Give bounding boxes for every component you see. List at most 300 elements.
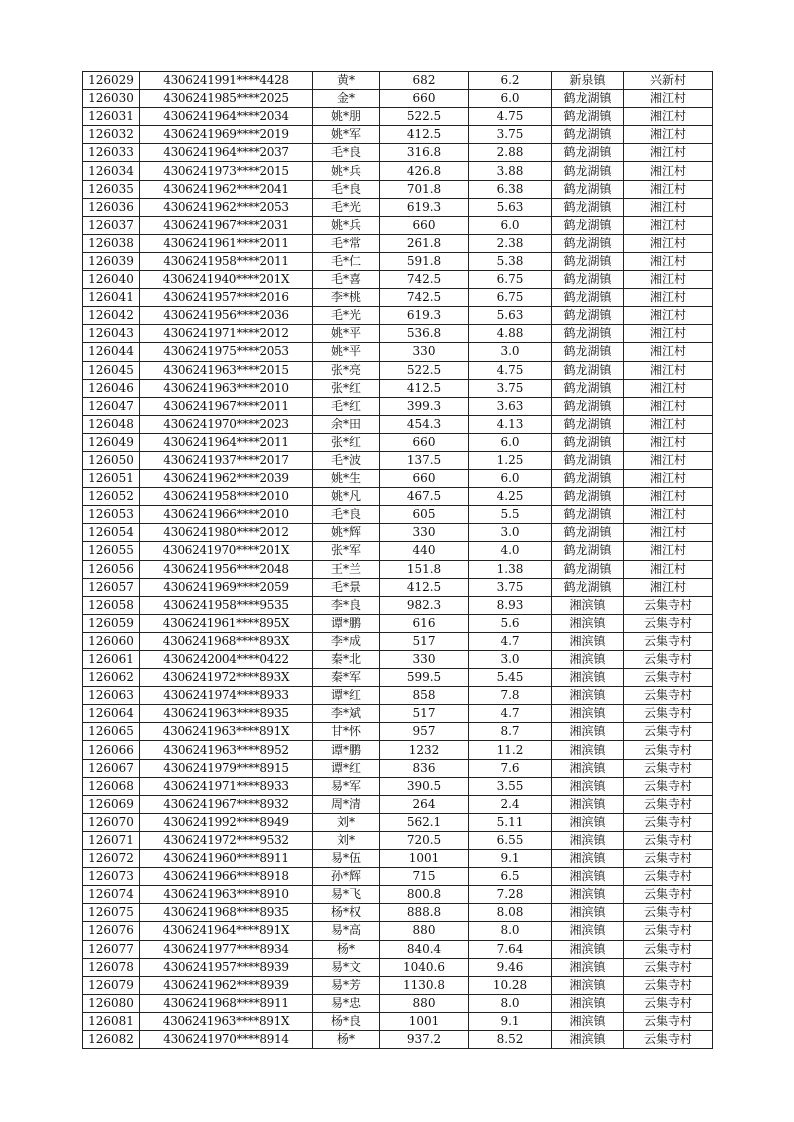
cell-town: 湘滨镇 <box>552 976 624 994</box>
cell-village: 湘江村 <box>624 90 713 108</box>
cell-row-number: 126075 <box>83 904 140 922</box>
cell-amount: 982.3 <box>380 596 469 614</box>
cell-row-number: 126067 <box>83 759 140 777</box>
cell-amount: 880 <box>380 994 469 1012</box>
table-row <box>83 488 713 506</box>
cell-id-number: 4306241957****8939 <box>140 958 313 976</box>
cell-row-number: 126065 <box>83 723 140 741</box>
cell-name: 李*桃 <box>313 289 380 307</box>
cell-village: 云集寺村 <box>624 976 713 994</box>
cell-id-number: 4306241963****891X <box>140 723 313 741</box>
cell-quantity: 4.13 <box>469 415 552 433</box>
table-body <box>83 72 713 1049</box>
cell-village: 湘江村 <box>624 198 713 216</box>
cell-quantity: 2.4 <box>469 795 552 813</box>
cell-id-number: 4306241964****2034 <box>140 108 313 126</box>
cell-name: 姚*辉 <box>313 524 380 542</box>
cell-row-number: 126080 <box>83 994 140 1012</box>
cell-name: 刘* <box>313 813 380 831</box>
cell-row-number: 126076 <box>83 922 140 940</box>
cell-id-number: 4306241967****2011 <box>140 397 313 415</box>
table-row <box>83 506 713 524</box>
cell-amount: 888.8 <box>380 904 469 922</box>
cell-row-number: 126068 <box>83 777 140 795</box>
cell-name: 易*文 <box>313 958 380 976</box>
cell-id-number: 4306241963****2010 <box>140 379 313 397</box>
cell-quantity: 5.63 <box>469 198 552 216</box>
table-row <box>83 831 713 849</box>
cell-amount: 720.5 <box>380 831 469 849</box>
cell-quantity: 3.0 <box>469 651 552 669</box>
cell-name: 毛*红 <box>313 397 380 415</box>
cell-amount: 467.5 <box>380 488 469 506</box>
cell-id-number: 4306241967****2031 <box>140 216 313 234</box>
cell-quantity: 5.11 <box>469 813 552 831</box>
cell-amount: 412.5 <box>380 126 469 144</box>
cell-town: 鹤龙湖镇 <box>552 397 624 415</box>
cell-amount: 1001 <box>380 1012 469 1030</box>
cell-name: 毛*仁 <box>313 252 380 270</box>
cell-amount: 517 <box>380 705 469 723</box>
cell-name: 姚*平 <box>313 325 380 343</box>
cell-village: 云集寺村 <box>624 723 713 741</box>
cell-name: 姚*兵 <box>313 216 380 234</box>
table-row <box>83 958 713 976</box>
cell-village: 云集寺村 <box>624 813 713 831</box>
cell-name: 张*军 <box>313 542 380 560</box>
cell-village: 云集寺村 <box>624 831 713 849</box>
cell-amount: 517 <box>380 632 469 650</box>
cell-id-number: 4306241963****2015 <box>140 361 313 379</box>
cell-quantity: 3.63 <box>469 397 552 415</box>
cell-id-number: 4306241977****8934 <box>140 940 313 958</box>
cell-town: 湘滨镇 <box>552 705 624 723</box>
cell-village: 湘江村 <box>624 343 713 361</box>
cell-village: 云集寺村 <box>624 940 713 958</box>
table-row <box>83 777 713 795</box>
cell-row-number: 126060 <box>83 632 140 650</box>
cell-name: 姚*生 <box>313 470 380 488</box>
cell-town: 湘滨镇 <box>552 994 624 1012</box>
table-row <box>83 451 713 469</box>
cell-town: 鹤龙湖镇 <box>552 108 624 126</box>
cell-quantity: 5.38 <box>469 252 552 270</box>
cell-quantity: 3.88 <box>469 162 552 180</box>
cell-village: 湘江村 <box>624 379 713 397</box>
cell-quantity: 3.75 <box>469 578 552 596</box>
cell-row-number: 126043 <box>83 325 140 343</box>
cell-town: 湘滨镇 <box>552 940 624 958</box>
cell-village: 湘江村 <box>624 578 713 596</box>
table-row <box>83 705 713 723</box>
cell-town: 湘滨镇 <box>552 632 624 650</box>
cell-name: 余*田 <box>313 415 380 433</box>
cell-village: 云集寺村 <box>624 651 713 669</box>
cell-name: 毛*波 <box>313 451 380 469</box>
cell-quantity: 8.0 <box>469 922 552 940</box>
cell-amount: 605 <box>380 506 469 524</box>
cell-row-number: 126055 <box>83 542 140 560</box>
cell-id-number: 4306241968****893X <box>140 632 313 650</box>
cell-town: 鹤龙湖镇 <box>552 578 624 596</box>
cell-id-number: 4306241985****2025 <box>140 90 313 108</box>
cell-name: 谭*红 <box>313 759 380 777</box>
cell-amount: 619.3 <box>380 198 469 216</box>
cell-village: 云集寺村 <box>624 868 713 886</box>
cell-town: 鹤龙湖镇 <box>552 144 624 162</box>
cell-row-number: 126044 <box>83 343 140 361</box>
cell-row-number: 126081 <box>83 1012 140 1030</box>
cell-id-number: 4306241964****891X <box>140 922 313 940</box>
cell-amount: 1130.8 <box>380 976 469 994</box>
cell-row-number: 126072 <box>83 850 140 868</box>
cell-id-number: 4306241958****2011 <box>140 252 313 270</box>
table-row <box>83 144 713 162</box>
cell-quantity: 4.7 <box>469 632 552 650</box>
cell-id-number: 4306241975****2053 <box>140 343 313 361</box>
cell-id-number: 4306242004****0422 <box>140 651 313 669</box>
cell-name: 易*芳 <box>313 976 380 994</box>
table-row <box>83 379 713 397</box>
cell-town: 湘滨镇 <box>552 904 624 922</box>
cell-name: 孙*辉 <box>313 868 380 886</box>
table-row <box>83 126 713 144</box>
cell-row-number: 126079 <box>83 976 140 994</box>
cell-row-number: 126054 <box>83 524 140 542</box>
cell-row-number: 126051 <box>83 470 140 488</box>
cell-village: 云集寺村 <box>624 759 713 777</box>
cell-village: 湘江村 <box>624 361 713 379</box>
cell-id-number: 4306241967****8932 <box>140 795 313 813</box>
cell-row-number: 126046 <box>83 379 140 397</box>
cell-id-number: 4306241980****2012 <box>140 524 313 542</box>
cell-id-number: 4306241963****8935 <box>140 705 313 723</box>
cell-town: 湘滨镇 <box>552 1030 624 1048</box>
table-row <box>83 560 713 578</box>
cell-amount: 1232 <box>380 741 469 759</box>
cell-row-number: 126033 <box>83 144 140 162</box>
cell-id-number: 4306241970****2023 <box>140 415 313 433</box>
cell-amount: 562.1 <box>380 813 469 831</box>
cell-amount: 261.8 <box>380 234 469 252</box>
cell-name: 谭*红 <box>313 687 380 705</box>
cell-quantity: 2.38 <box>469 234 552 252</box>
table-row <box>83 596 713 614</box>
cell-name: 黄* <box>313 72 380 90</box>
table-row <box>83 216 713 234</box>
table-row <box>83 669 713 687</box>
cell-row-number: 126034 <box>83 162 140 180</box>
table-row <box>83 542 713 560</box>
cell-village: 云集寺村 <box>624 795 713 813</box>
cell-quantity: 9.46 <box>469 958 552 976</box>
cell-name: 易*伍 <box>313 850 380 868</box>
cell-quantity: 11.2 <box>469 741 552 759</box>
table-row <box>83 325 713 343</box>
cell-id-number: 4306241969****2059 <box>140 578 313 596</box>
cell-row-number: 126041 <box>83 289 140 307</box>
cell-quantity: 4.7 <box>469 705 552 723</box>
cell-quantity: 6.2 <box>469 72 552 90</box>
cell-amount: 1040.6 <box>380 958 469 976</box>
cell-name: 金* <box>313 90 380 108</box>
cell-row-number: 126053 <box>83 506 140 524</box>
cell-quantity: 4.0 <box>469 542 552 560</box>
cell-name: 姚*兵 <box>313 162 380 180</box>
cell-row-number: 126073 <box>83 868 140 886</box>
cell-row-number: 126078 <box>83 958 140 976</box>
cell-town: 鹤龙湖镇 <box>552 560 624 578</box>
cell-name: 谭*鹏 <box>313 741 380 759</box>
table-row <box>83 741 713 759</box>
cell-name: 王*兰 <box>313 560 380 578</box>
cell-row-number: 126048 <box>83 415 140 433</box>
cell-name: 毛*良 <box>313 144 380 162</box>
cell-village: 云集寺村 <box>624 1030 713 1048</box>
cell-quantity: 5.6 <box>469 614 552 632</box>
table-row <box>83 180 713 198</box>
cell-name: 毛*光 <box>313 198 380 216</box>
cell-quantity: 4.75 <box>469 361 552 379</box>
cell-id-number: 4306241968****8911 <box>140 994 313 1012</box>
cell-row-number: 126070 <box>83 813 140 831</box>
table-row <box>83 252 713 270</box>
cell-village: 云集寺村 <box>624 1012 713 1030</box>
cell-name: 毛*光 <box>313 307 380 325</box>
cell-amount: 264 <box>380 795 469 813</box>
cell-amount: 660 <box>380 470 469 488</box>
cell-id-number: 4306241961****2011 <box>140 234 313 252</box>
cell-village: 云集寺村 <box>624 741 713 759</box>
cell-name: 姚*朋 <box>313 108 380 126</box>
cell-village: 湘江村 <box>624 180 713 198</box>
cell-town: 鹤龙湖镇 <box>552 524 624 542</box>
cell-village: 云集寺村 <box>624 886 713 904</box>
cell-id-number: 4306241971****8933 <box>140 777 313 795</box>
cell-amount: 591.8 <box>380 252 469 270</box>
cell-id-number: 4306241971****2012 <box>140 325 313 343</box>
cell-id-number: 4306241958****2010 <box>140 488 313 506</box>
cell-village: 云集寺村 <box>624 958 713 976</box>
cell-quantity: 8.0 <box>469 994 552 1012</box>
cell-town: 鹤龙湖镇 <box>552 343 624 361</box>
cell-id-number: 4306241979****8915 <box>140 759 313 777</box>
cell-village: 湘江村 <box>624 506 713 524</box>
cell-quantity: 4.25 <box>469 488 552 506</box>
cell-village: 云集寺村 <box>624 922 713 940</box>
cell-village: 云集寺村 <box>624 994 713 1012</box>
cell-town: 湘滨镇 <box>552 614 624 632</box>
cell-town: 鹤龙湖镇 <box>552 198 624 216</box>
cell-name: 刘* <box>313 831 380 849</box>
cell-id-number: 4306241963****891X <box>140 1012 313 1030</box>
cell-amount: 619.3 <box>380 307 469 325</box>
cell-row-number: 126059 <box>83 614 140 632</box>
table-row <box>83 759 713 777</box>
cell-id-number: 4306241974****8933 <box>140 687 313 705</box>
cell-id-number: 4306241956****2036 <box>140 307 313 325</box>
cell-amount: 599.5 <box>380 669 469 687</box>
table-row <box>83 162 713 180</box>
table-row <box>83 361 713 379</box>
cell-name: 毛*良 <box>313 506 380 524</box>
cell-name: 姚*军 <box>313 126 380 144</box>
cell-quantity: 3.0 <box>469 343 552 361</box>
cell-town: 鹤龙湖镇 <box>552 126 624 144</box>
cell-row-number: 126056 <box>83 560 140 578</box>
cell-town: 鹤龙湖镇 <box>552 180 624 198</box>
cell-town: 鹤龙湖镇 <box>552 252 624 270</box>
cell-village: 云集寺村 <box>624 669 713 687</box>
cell-amount: 330 <box>380 343 469 361</box>
table-row <box>83 922 713 940</box>
table-row <box>83 271 713 289</box>
cell-town: 湘滨镇 <box>552 651 624 669</box>
cell-town: 鹤龙湖镇 <box>552 415 624 433</box>
cell-id-number: 4306241973****2015 <box>140 162 313 180</box>
cell-id-number: 4306241957****2016 <box>140 289 313 307</box>
cell-amount: 701.8 <box>380 180 469 198</box>
cell-id-number: 4306241963****8910 <box>140 886 313 904</box>
cell-name: 李*斌 <box>313 705 380 723</box>
cell-town: 湘滨镇 <box>552 886 624 904</box>
cell-town: 鹤龙湖镇 <box>552 162 624 180</box>
cell-town: 鹤龙湖镇 <box>552 506 624 524</box>
cell-id-number: 4306241961****895X <box>140 614 313 632</box>
cell-amount: 715 <box>380 868 469 886</box>
cell-name: 杨* <box>313 940 380 958</box>
cell-amount: 742.5 <box>380 271 469 289</box>
data-table <box>82 71 713 1049</box>
cell-name: 甘*怀 <box>313 723 380 741</box>
cell-name: 易*高 <box>313 922 380 940</box>
cell-town: 鹤龙湖镇 <box>552 470 624 488</box>
cell-name: 杨*权 <box>313 904 380 922</box>
cell-amount: 1001 <box>380 850 469 868</box>
table-row <box>83 470 713 488</box>
cell-quantity: 7.64 <box>469 940 552 958</box>
cell-amount: 522.5 <box>380 108 469 126</box>
table-row <box>83 198 713 216</box>
cell-town: 鹤龙湖镇 <box>552 433 624 451</box>
cell-amount: 412.5 <box>380 578 469 596</box>
cell-id-number: 4306241962****2053 <box>140 198 313 216</box>
table-row <box>83 687 713 705</box>
cell-row-number: 126031 <box>83 108 140 126</box>
cell-quantity: 6.75 <box>469 271 552 289</box>
cell-village: 湘江村 <box>624 451 713 469</box>
table-row <box>83 886 713 904</box>
cell-town: 鹤龙湖镇 <box>552 325 624 343</box>
cell-quantity: 3.55 <box>469 777 552 795</box>
cell-id-number: 4306241991****4428 <box>140 72 313 90</box>
cell-town: 鹤龙湖镇 <box>552 307 624 325</box>
cell-id-number: 4306241972****9532 <box>140 831 313 849</box>
cell-quantity: 9.1 <box>469 850 552 868</box>
cell-town: 湘滨镇 <box>552 958 624 976</box>
cell-row-number: 126057 <box>83 578 140 596</box>
cell-village: 湘江村 <box>624 433 713 451</box>
cell-id-number: 4306241968****8935 <box>140 904 313 922</box>
cell-name: 张*红 <box>313 379 380 397</box>
cell-row-number: 126050 <box>83 451 140 469</box>
table-row <box>83 90 713 108</box>
cell-town: 湘滨镇 <box>552 687 624 705</box>
cell-row-number: 126045 <box>83 361 140 379</box>
cell-row-number: 126047 <box>83 397 140 415</box>
cell-town: 湘滨镇 <box>552 850 624 868</box>
cell-name: 姚*凡 <box>313 488 380 506</box>
cell-row-number: 126032 <box>83 126 140 144</box>
cell-village: 湘江村 <box>624 560 713 578</box>
cell-name: 易*忠 <box>313 994 380 1012</box>
cell-amount: 660 <box>380 216 469 234</box>
cell-quantity: 1.25 <box>469 451 552 469</box>
cell-quantity: 1.38 <box>469 560 552 578</box>
cell-amount: 454.3 <box>380 415 469 433</box>
cell-quantity: 6.38 <box>469 180 552 198</box>
cell-name: 秦*北 <box>313 651 380 669</box>
cell-town: 鹤龙湖镇 <box>552 379 624 397</box>
cell-town: 鹤龙湖镇 <box>552 488 624 506</box>
cell-name: 杨*良 <box>313 1012 380 1030</box>
cell-village: 云集寺村 <box>624 904 713 922</box>
cell-row-number: 126030 <box>83 90 140 108</box>
cell-quantity: 6.75 <box>469 289 552 307</box>
cell-quantity: 5.5 <box>469 506 552 524</box>
cell-village: 云集寺村 <box>624 596 713 614</box>
cell-name: 李*良 <box>313 596 380 614</box>
cell-row-number: 126049 <box>83 433 140 451</box>
cell-id-number: 4306241964****2011 <box>140 433 313 451</box>
cell-quantity: 5.63 <box>469 307 552 325</box>
cell-town: 湘滨镇 <box>552 795 624 813</box>
cell-village: 湘江村 <box>624 216 713 234</box>
cell-id-number: 4306241956****2048 <box>140 560 313 578</box>
table-row <box>83 976 713 994</box>
cell-name: 秦*军 <box>313 669 380 687</box>
cell-amount: 858 <box>380 687 469 705</box>
cell-row-number: 126058 <box>83 596 140 614</box>
cell-town: 鹤龙湖镇 <box>552 542 624 560</box>
cell-quantity: 10.28 <box>469 976 552 994</box>
cell-town: 湘滨镇 <box>552 596 624 614</box>
cell-name: 杨* <box>313 1030 380 1048</box>
table-row <box>83 433 713 451</box>
cell-amount: 840.4 <box>380 940 469 958</box>
cell-village: 湘江村 <box>624 542 713 560</box>
cell-village: 湘江村 <box>624 289 713 307</box>
cell-village: 湘江村 <box>624 397 713 415</box>
cell-town: 湘滨镇 <box>552 868 624 886</box>
cell-quantity: 8.52 <box>469 1030 552 1048</box>
table-row <box>83 72 713 90</box>
cell-amount: 390.5 <box>380 777 469 795</box>
cell-town: 湘滨镇 <box>552 723 624 741</box>
cell-town: 鹤龙湖镇 <box>552 289 624 307</box>
table-row <box>83 234 713 252</box>
cell-row-number: 126064 <box>83 705 140 723</box>
cell-id-number: 4306241972****893X <box>140 669 313 687</box>
table-row <box>83 994 713 1012</box>
cell-name: 周*清 <box>313 795 380 813</box>
table-row <box>83 795 713 813</box>
cell-village: 湘江村 <box>624 144 713 162</box>
table-row <box>83 524 713 542</box>
cell-town: 鹤龙湖镇 <box>552 451 624 469</box>
cell-quantity: 7.6 <box>469 759 552 777</box>
cell-quantity: 6.0 <box>469 216 552 234</box>
